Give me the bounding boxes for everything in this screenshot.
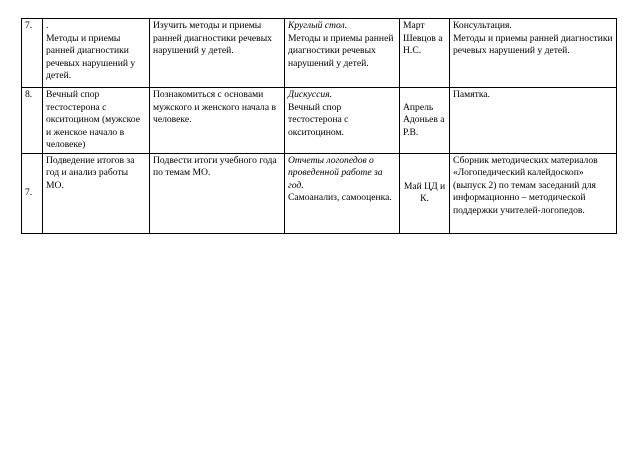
topic-cell xyxy=(43,19,150,88)
date-responsible-cell: Апрель Адоньев а Р.В. xyxy=(400,88,450,154)
form-text: Методы и приемы ранней диагностики речевых нарушений у детей. xyxy=(288,32,396,69)
topic-cell: Вечный спор тестостерона с окситоцином (мужское и женское начало в человеке) xyxy=(43,88,150,154)
form-title: Дискуссия. xyxy=(288,89,333,100)
goal-cell: Изучить методы и приемы ранней диагностики речевых нарушений у детей. xyxy=(150,19,285,88)
topic-cell: Подведение итогов за год и анализ работы МО. xyxy=(43,153,150,233)
result-text: Консультация. Методы и приемы ранней диагностики речевых нарушений у детей. xyxy=(453,20,613,56)
topic-text: . Методы и приемы ранней диагностики речевых нарушений у детей. xyxy=(46,20,136,81)
result-cell: Памятка. xyxy=(450,88,617,154)
table-row xyxy=(22,88,617,154)
goal-cell: Подвести итоги учебного года по темам МО. xyxy=(150,153,285,233)
date-responsible-cell: Май ЦД и К. xyxy=(400,153,450,233)
form-cell xyxy=(285,88,400,154)
form-cell xyxy=(285,19,400,88)
form-title: Отчеты логопедов о проведенной работе за год. xyxy=(288,154,385,191)
form-cell xyxy=(285,153,400,233)
form-text: Самоанализ, самооценка. xyxy=(288,192,392,203)
date-responsible-cell: Март Шевцов а Н.С. xyxy=(400,19,450,88)
plan-table xyxy=(21,18,617,234)
goal-cell: Познакомиться с основами мужского и женского начала в человеке. xyxy=(150,88,285,154)
result-cell: Сборник методических материалов «Логопедический калейдоскоп» (выпуск 2) по темам заседаний для информационно – методической поддержки учителей-логопедов. xyxy=(450,153,617,233)
result-cell xyxy=(450,19,617,88)
form-text: Вечный спор тестостерона с окситоцином. xyxy=(288,101,351,138)
row-number: 7. xyxy=(22,153,43,233)
table-row xyxy=(22,153,617,233)
row-number: 8. xyxy=(22,88,43,154)
table-row xyxy=(22,19,617,88)
form-title: Круглый стол. xyxy=(288,20,348,31)
row-number: 7. xyxy=(22,19,43,88)
